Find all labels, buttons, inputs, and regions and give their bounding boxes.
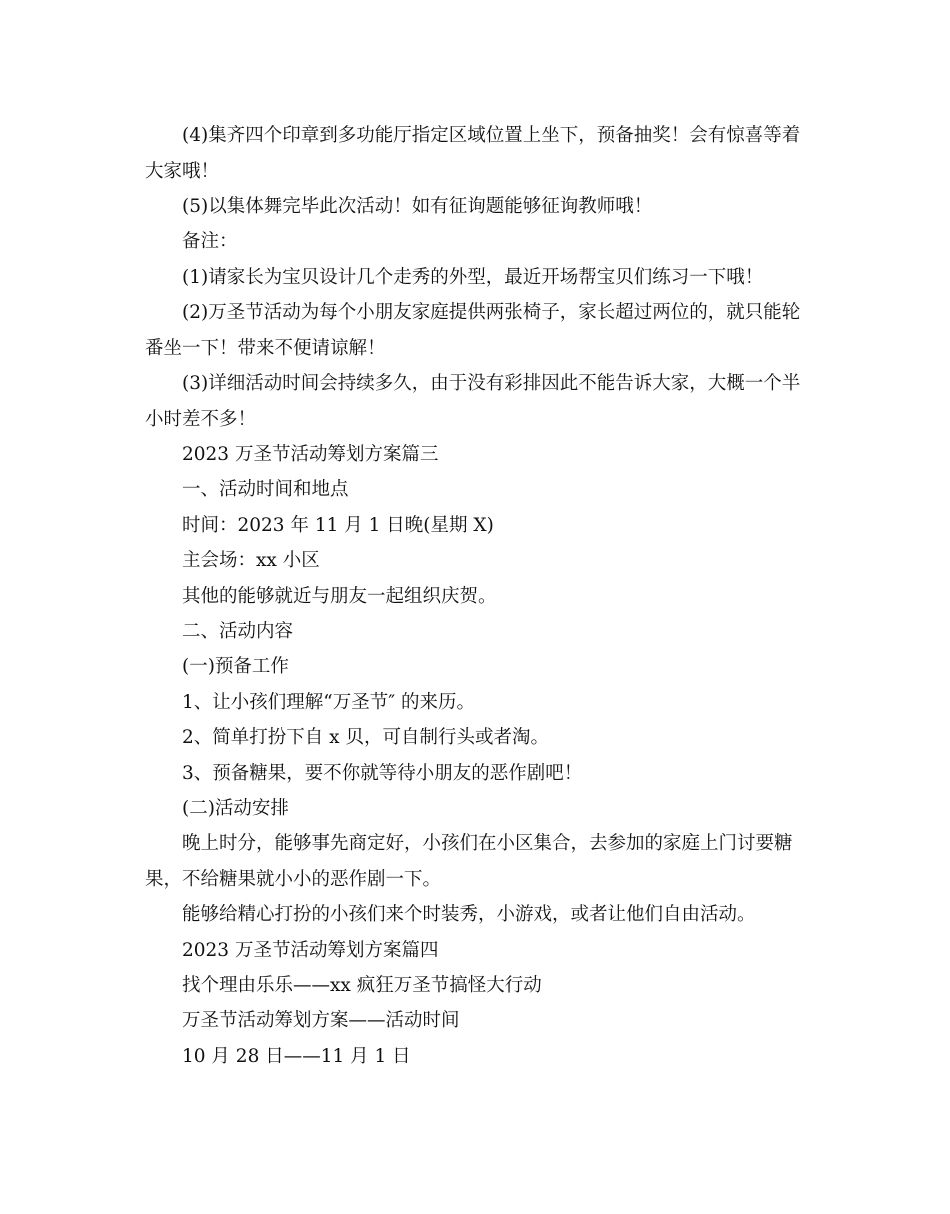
paragraph-line: (1)请家长为宝贝设计几个走秀的外型，最近开场帮宝贝们练习一下哦！ <box>182 267 764 288</box>
paragraph-line: 果，不给糖果就小小的恶作剧一下。 <box>145 869 442 890</box>
paragraph-line: (4)集齐四个印章到多功能厅指定区域位置上坐下，预备抽奖！会有惊喜等着 <box>182 125 801 146</box>
paragraph-line: 2、简单打扮下自 x 贝，可自制行头或者淘。 <box>182 727 549 748</box>
paragraph-line: (2)万圣节活动为每个小朋友家庭提供两张椅子，家长超过两位的，就只能轮 <box>182 302 801 323</box>
paragraph-line: 一、活动时间和地点 <box>182 479 349 500</box>
paragraph-line: 番坐一下！带来不便请谅解！ <box>145 338 386 359</box>
paragraph-line: (二)活动安排 <box>182 798 289 819</box>
paragraph-line: 找个理由乐乐——xx 疯狂万圣节搞怪大行动 <box>182 975 542 996</box>
paragraph-line: 小时差不多！ <box>145 409 257 430</box>
paragraph-line: (5)以集体舞完毕此次活动！如有征询题能够征询教师哦！ <box>182 196 653 217</box>
paragraph-line: 大家哦！ <box>145 161 220 182</box>
paragraph-line: 10 月 28 日——11 月 1 日 <box>182 1046 411 1067</box>
paragraph-line: 时间：2023 年 11 月 1 日晚(星期 X) <box>182 515 494 536</box>
section-heading: 2023 万圣节活动筹划方案篇三 <box>182 444 439 465</box>
paragraph-line: 晚上时分，能够事先商定好，小孩们在小区集合，去参加的家庭上门讨要糖 <box>182 833 793 854</box>
paragraph-line: 万圣节活动筹划方案——活动时间 <box>182 1010 460 1031</box>
paragraph-line: (一)预备工作 <box>182 656 289 677</box>
paragraph-line: 二、活动内容 <box>182 621 294 642</box>
paragraph-line: 备注： <box>182 231 238 252</box>
paragraph-line: 3、预备糖果，要不你就等待小朋友的恶作剧吧！ <box>182 763 583 784</box>
paragraph-line: 主会场：xx 小区 <box>182 550 320 571</box>
paragraph-line: 其他的能够就近与朋友一起组织庆贺。 <box>182 586 497 607</box>
paragraph-line: 1、让小孩们理解“万圣节″ 的来历。 <box>182 692 476 713</box>
paragraph-line: (3)详细活动时间会持续多久，由于没有彩排因此不能告诉大家，大概一个半 <box>182 373 801 394</box>
section-heading: 2023 万圣节活动筹划方案篇四 <box>182 940 439 961</box>
paragraph-line: 能够给精心打扮的小孩们来个时装秀，小游戏，或者让他们自由活动。 <box>182 904 756 925</box>
